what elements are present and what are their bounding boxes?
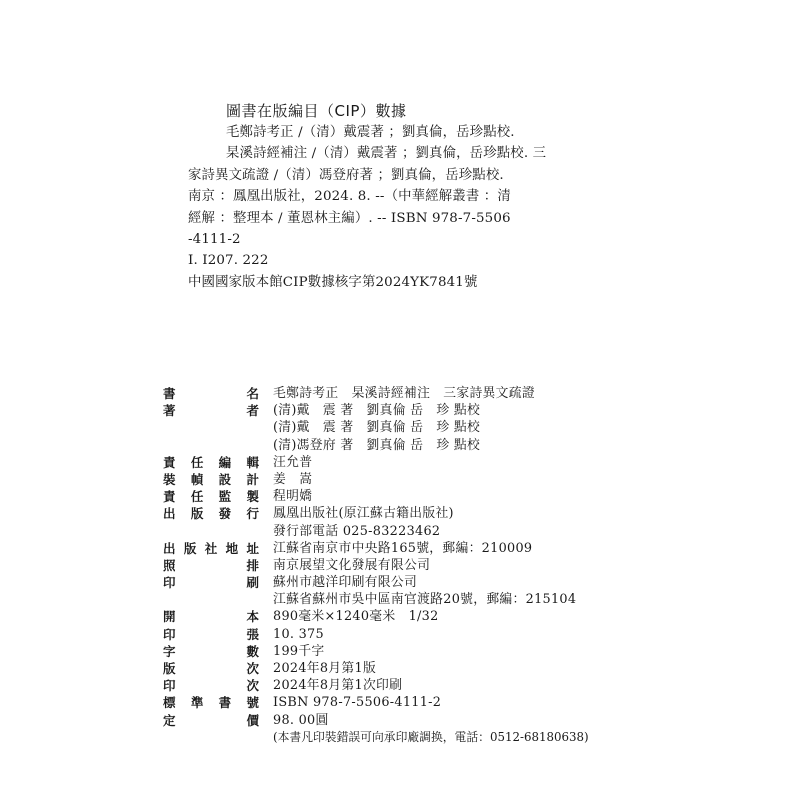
colophon-label: 開 本 — [163, 609, 259, 625]
colophon-label: 著 者 — [163, 403, 259, 419]
colophon-row — [163, 574, 643, 591]
colophon-value: 程明嬌 — [273, 489, 313, 505]
colophon-label: 裝 幀 設 計 — [163, 471, 259, 487]
colophon-row — [163, 437, 643, 454]
cip-line: 毛鄭詩考正 /（清）戴震著 ；劉真倫，岳珍點校. — [226, 125, 515, 140]
colophon-value: 98. 00圓 — [273, 712, 329, 728]
colophon-label — [163, 437, 259, 454]
colophon-label: 印 刷 — [163, 575, 259, 591]
colophon-row — [163, 488, 643, 505]
colophon-label: 書 名 — [163, 386, 259, 401]
colophon-row — [163, 608, 643, 625]
colophon-value: 發行部電話 025-83223462 — [273, 523, 441, 539]
colophon-value: 2024年8月第1版 — [273, 661, 377, 676]
colophon-row — [163, 471, 643, 488]
colophon-label: 定 價 — [163, 712, 259, 728]
colophon-row — [163, 591, 643, 608]
colophon-row — [163, 402, 643, 419]
colophon-row — [163, 694, 643, 711]
colophon-row — [163, 712, 643, 729]
colophon-label — [163, 729, 259, 746]
colophon-row — [163, 385, 643, 402]
colophon-value: (本書凡印裝錯誤可向承印廠調换，電話：0512-68180638) — [273, 729, 589, 744]
colophon-row — [163, 660, 643, 677]
colophon-value: (清)戴 震 著 劉真倫 岳 珍 點校 — [273, 420, 481, 436]
colophon-row — [163, 557, 643, 574]
colophon-value: 汪允普 — [273, 454, 313, 470]
cip-classification: Ⅰ. I207. 222 — [188, 253, 269, 269]
cip-line: 南京 ：鳳凰出版社，2024. 8. --（中華經解叢書 ：清 — [188, 189, 511, 205]
colophon-value: 江蘇省南京市中央路165號，郵編：210009 — [273, 540, 533, 556]
colophon-label: 標 準 書 號 — [163, 695, 259, 711]
colophon-label: 出 版 發 行 — [163, 506, 259, 522]
colophon-value: 890毫米×1240毫米 1/32 — [273, 609, 439, 625]
colophon-row — [163, 523, 643, 540]
colophon-row — [163, 454, 643, 471]
colophon-label — [163, 591, 259, 608]
colophon-value: 姜 嵩 — [273, 471, 313, 487]
colophon-value: 2024年8月第1次印刷 — [273, 678, 403, 694]
colophon-label: 版 次 — [163, 661, 259, 676]
colophon-value: 10. 375 — [273, 626, 324, 642]
cip-line: 杲溪詩經補注 /（清）戴震著 ；劉真倫，岳珍點校. 三 — [226, 146, 547, 162]
colophon-label: 責 任 監 製 — [163, 489, 259, 505]
colophon-label: 字 數 — [163, 643, 259, 659]
colophon-value: 江蘇省蘇州市吳中區南官渡路20號，郵編：215104 — [273, 592, 577, 608]
colophon-row — [163, 419, 643, 436]
colophon-row — [163, 677, 643, 694]
cip-block — [188, 100, 618, 293]
colophon-row — [163, 626, 643, 643]
colophon-value: (清)戴 震 著 劉真倫 岳 珍 點校 — [273, 403, 481, 419]
colophon-value: 毛鄭詩考正 杲溪詩經補注 三家詩異文疏證 — [273, 386, 535, 401]
cip-record-number: 中國國家版本館CIP數據核字第2024YK7841號 — [188, 274, 478, 290]
cip-line: 經解 ：整理本 / 董恩林主編）. -- ISBN 978-7-5506 — [188, 210, 511, 226]
colophon-value: ISBN 978-7-5506-4111-2 — [273, 695, 442, 711]
colophon-label: 照 排 — [163, 557, 259, 573]
colophon-row — [163, 540, 643, 557]
colophon-label: 出 版 社 地 址 — [163, 540, 259, 556]
cip-line: 家詩異文疏證 /（清）馮登府著 ；劉真倫，岳珍點校. — [188, 167, 504, 183]
colophon-value: 南京展望文化發展有限公司 — [273, 557, 431, 573]
colophon-label — [163, 419, 259, 436]
colophon-row — [163, 729, 643, 746]
cip-line: -4111-2 — [188, 231, 241, 247]
colophon-label: 印 張 — [163, 626, 259, 642]
colophon-value: 199千字 — [273, 643, 325, 659]
colophon-value: 鳳凰出版社(原江蘇古籍出版社) — [273, 506, 454, 522]
colophon-label: 責 任 編 輯 — [163, 454, 259, 470]
colophon-row — [163, 643, 643, 660]
colophon-value: 蘇州市越洋印刷有限公司 — [273, 575, 418, 591]
cip-title: 圖書在版編目（CIP）數據 — [226, 102, 407, 120]
colophon-value: (清)馮登府 著 劉真倫 岳 珍 點校 — [273, 437, 481, 453]
colophon-row — [163, 505, 643, 522]
colophon-label: 印 次 — [163, 678, 259, 694]
colophon-label — [163, 523, 259, 540]
colophon-table — [163, 385, 643, 746]
